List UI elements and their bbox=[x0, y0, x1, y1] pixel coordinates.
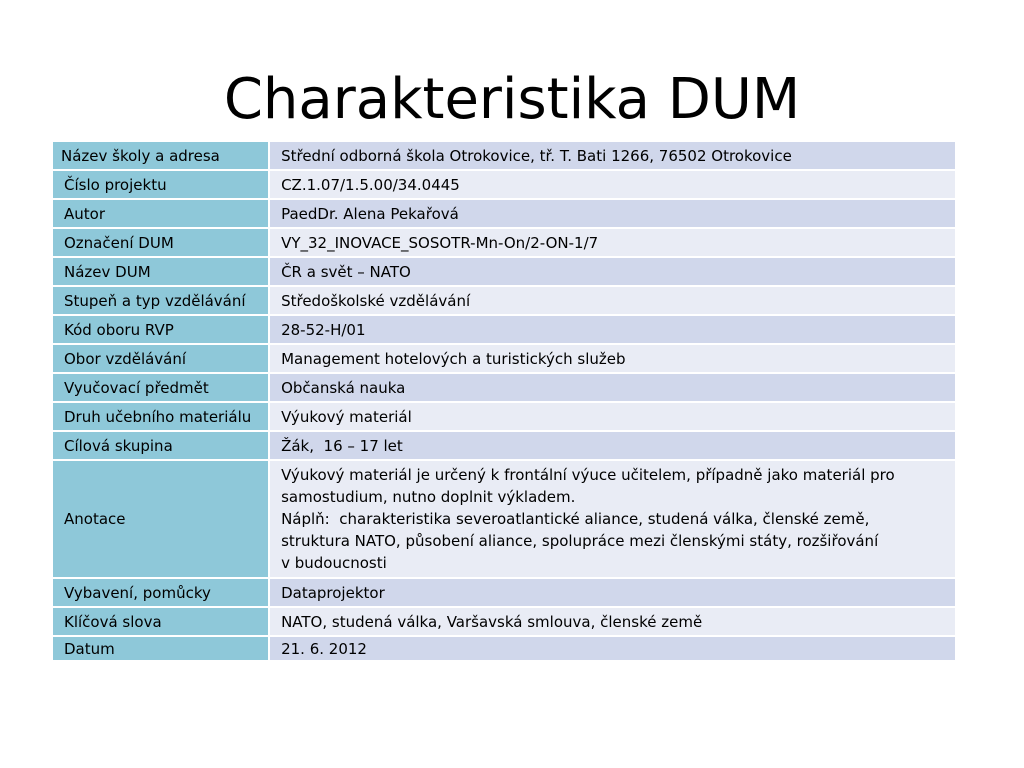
row-value-equipment: Dataprojektor bbox=[270, 579, 955, 608]
row-value-dum-name: ČR a svět – NATO bbox=[270, 258, 955, 287]
row-label-keywords: Klíčová slova bbox=[53, 608, 270, 637]
table-row bbox=[53, 579, 955, 608]
row-value-project-number: CZ.1.07/1.5.00/34.0445 bbox=[270, 171, 955, 200]
annotation-line: Výukový materiál je určený k frontální výuce učitelem, případně jako materiál pro bbox=[281, 466, 895, 484]
row-label-dum-name: Název DUM bbox=[53, 258, 270, 287]
row-value-annotation bbox=[270, 461, 955, 579]
row-label-target-group: Cílová skupina bbox=[53, 432, 270, 461]
table-row bbox=[53, 142, 955, 171]
row-value-rvp-code: 28-52-H/01 bbox=[270, 316, 955, 345]
row-value-target-group: Žák, 16 – 17 let bbox=[270, 432, 955, 461]
table-row bbox=[53, 229, 955, 258]
row-value-education-level: Středoškolské vzdělávání bbox=[270, 287, 955, 316]
table-row bbox=[53, 287, 955, 316]
row-value-date: 21. 6. 2012 bbox=[270, 637, 955, 662]
row-value-subject: Občanská nauka bbox=[270, 374, 955, 403]
table-row bbox=[53, 637, 955, 662]
row-value-author: PaedDr. Alena Pekařová bbox=[270, 200, 955, 229]
annotation-line: Náplň: charakteristika severoatlantické aliance, studená válka, členské země, bbox=[281, 510, 870, 528]
row-label-author: Autor bbox=[53, 200, 270, 229]
row-label-material-type: Druh učebního materiálu bbox=[53, 403, 270, 432]
slide-title: Charakteristika DUM bbox=[223, 66, 801, 132]
row-label-project-number: Číslo projektu bbox=[53, 171, 270, 200]
row-label-subject: Vyučovací předmět bbox=[53, 374, 270, 403]
row-label-school: Název školy a adresa bbox=[53, 142, 270, 171]
row-value-school: Střední odborná škola Otrokovice, tř. T. Bati 1266, 76502 Otrokovice bbox=[270, 142, 955, 171]
table-row bbox=[53, 258, 955, 287]
row-value-field: Management hotelových a turistických služeb bbox=[270, 345, 955, 374]
row-value-keywords: NATO, studená válka, Varšavská smlouva, členské země bbox=[270, 608, 955, 637]
table-row bbox=[53, 608, 955, 637]
row-value-dum-code: VY_32_INOVACE_SOSOTR-Mn-On/2-ON-1/7 bbox=[270, 229, 955, 258]
table-row bbox=[53, 461, 955, 579]
row-label-dum-code: Označení DUM bbox=[53, 229, 270, 258]
table-row bbox=[53, 345, 955, 374]
annotation-line: samostudium, nutno doplnit výkladem. bbox=[281, 488, 576, 506]
row-label-annotation: Anotace bbox=[53, 461, 270, 579]
table-row bbox=[53, 200, 955, 229]
row-label-date: Datum bbox=[53, 637, 270, 662]
dum-info-table bbox=[53, 142, 955, 662]
row-label-rvp-code: Kód oboru RVP bbox=[53, 316, 270, 345]
row-value-material-type: Výukový materiál bbox=[270, 403, 955, 432]
row-label-field: Obor vzdělávání bbox=[53, 345, 270, 374]
table-row bbox=[53, 432, 955, 461]
row-label-equipment: Vybavení, pomůcky bbox=[53, 579, 270, 608]
annotation-line: struktura NATO, působení aliance, spolupráce mezi členskými státy, rozšiřování bbox=[281, 532, 879, 550]
table-row bbox=[53, 316, 955, 345]
row-label-education-level: Stupeň a typ vzdělávání bbox=[53, 287, 270, 316]
table-row bbox=[53, 403, 955, 432]
table-row bbox=[53, 374, 955, 403]
table-row bbox=[53, 171, 955, 200]
annotation-line: v budoucnosti bbox=[281, 554, 387, 572]
